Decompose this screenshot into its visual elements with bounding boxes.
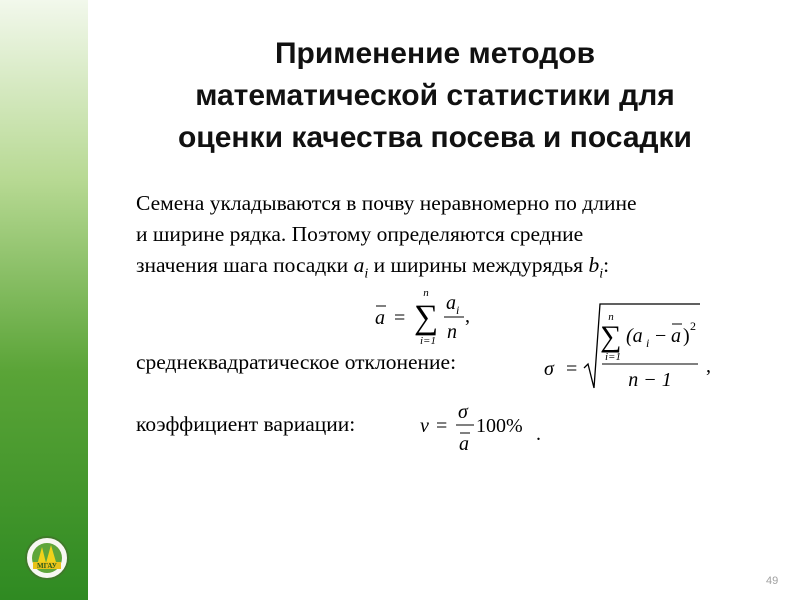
svg-text:n: n [447,321,457,343]
var-b: b [588,253,600,277]
svg-text:n: n [608,311,614,323]
svg-text:,: , [465,305,470,327]
svg-text:=: = [566,358,578,380]
svg-text:i=1: i=1 [420,335,436,347]
svg-text:σ: σ [458,401,468,423]
svg-text:n: n [423,287,429,299]
svg-text:.: . [536,423,541,445]
svg-text:,: , [706,355,711,377]
svg-text:i: i [456,303,460,317]
paragraph-line-2: и ширине рядка. Поэтому определяются средние [136,222,584,246]
title-line-1: Применение методов [274,37,596,70]
formula-mean [370,284,480,350]
std-label: среднеквадратическое отклонение: [136,350,457,374]
svg-text:a: a [375,307,385,329]
title-line-2: математической статистики для [195,79,675,112]
title-line-3: оценки качества посева и посадки [177,121,692,154]
svg-text:МГАУ: МГАУ [37,562,57,570]
slide-title [100,33,770,159]
svg-text:i=1: i=1 [605,351,621,363]
svg-text:a: a [446,292,456,314]
paragraph-line-1: Семена укладываются в почву неравномерно по длине [136,191,637,215]
sum-sign: ∑ [600,320,622,353]
svg-text:2: 2 [690,319,696,333]
var-b-sub: i [599,266,604,282]
university-logo [24,535,70,581]
svg-text:−: − [655,325,667,347]
svg-text:(a: (a [626,325,643,347]
line3-end: : [603,253,610,277]
line3-prefix: значения шага посадки [136,253,349,277]
svg-text:100%: 100% [476,415,523,437]
var-a: a [353,253,365,277]
svg-text:=: = [436,415,448,437]
line3-mid: и ширины междурядья [373,253,584,277]
cv-label: коэффициент вариации: [136,412,356,436]
formula-cv [418,400,558,456]
svg-text:σ: σ [544,358,554,380]
svg-text:a: a [671,325,681,347]
decorative-sidebar [0,0,88,600]
svg-text:i: i [646,336,650,350]
body-paragraph [136,188,776,289]
svg-text:): ) [683,325,690,347]
formula-std [540,302,720,394]
svg-text:v: v [420,415,429,437]
svg-text:=: = [394,307,406,329]
svg-text:n − 1: n − 1 [628,369,672,391]
var-a-sub: i [364,266,369,282]
page-number: 49 [766,575,779,587]
sum-sign: ∑ [414,299,439,336]
svg-text:a: a [459,433,469,455]
